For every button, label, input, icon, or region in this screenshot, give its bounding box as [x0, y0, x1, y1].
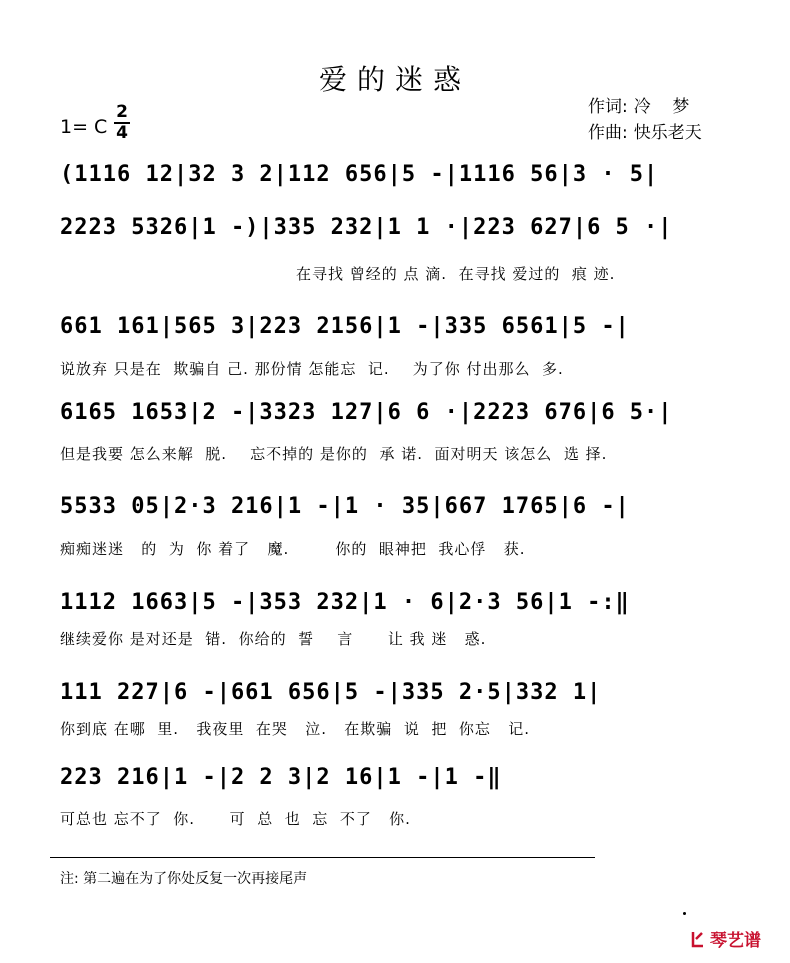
- notation-line-8: 223 216|1 -|2 2 3|2 16|1 -|1 -‖: [60, 765, 502, 790]
- key-signature: 1= C: [60, 116, 108, 138]
- composer-name: 快乐老天: [633, 123, 702, 143]
- time-signature-bottom: 4: [116, 123, 128, 143]
- lyrics-line-2: 在寻找 曾经的 点 滴. 在寻找 爱过的 痕 迹.: [296, 265, 616, 283]
- notation-line-5: 5533 05|2·3 216|1 -|1 · 35|667 1765|6 -|: [60, 494, 630, 519]
- composer-credit: [588, 118, 702, 143]
- song-title: 爱的迷惑: [318, 63, 471, 96]
- site-logo: [690, 926, 761, 951]
- notation-line-7: 111 227|6 -|661 656|5 -|335 2·5|332 1|: [60, 680, 602, 705]
- lyrics-line-4: 但是我要 怎么来解 脱. 忘不掉的 是你的 承 诺. 面对明天 该怎么 选 择.: [60, 445, 608, 463]
- lyrics-line-6: 继续爱你 是对还是 错. 你给的 誓 言 让 我 迷 惑.: [60, 630, 487, 648]
- notation-line-1: (1116 12|32 3 2|112 656|5 -|1116 56|3 · 5|: [60, 162, 659, 187]
- logo-icon: [690, 930, 706, 948]
- notation-line-4: 6165 1653|2 -|3323 127|6 6 ·|2223 676|6 5·|: [60, 400, 673, 425]
- time-signature: [114, 104, 130, 142]
- notation-line-3: 661 161|565 3|223 2156|1 -|335 6561|5 -|: [60, 314, 630, 339]
- lyricist-name: 冷 梦: [633, 97, 690, 117]
- logo-text: 琴艺谱: [710, 931, 761, 951]
- notation-line-6: 1112 1663|5 -|353 232|1 · 6|2·3 56|1 -:‖: [60, 590, 630, 615]
- lyrics-line-3: 说放弃 只是在 欺骗自 己. 那份情 怎能忘 记. 为了你 付出那么 多.: [60, 360, 564, 378]
- decorative-dot: [683, 912, 686, 915]
- notation-line-2: 2223 5326|1 -)|335 232|1 1 ·|223 627|6 5 ·|: [60, 215, 673, 240]
- footnote: 注: 第二遍在为了你处反复一次再接尾声: [60, 871, 308, 887]
- time-signature-top: 2: [116, 102, 128, 122]
- lyricist-label: 作词:: [588, 97, 628, 117]
- composer-label: 作曲:: [588, 123, 628, 143]
- lyricist-credit: [588, 92, 689, 117]
- lyrics-line-7: 你到底 在哪 里. 我夜里 在哭 泣. 在欺骗 说 把 你忘 记.: [60, 720, 530, 738]
- lyrics-line-8: 可总也 忘不了 你. 可 总 也 忘 不了 你.: [60, 810, 411, 828]
- lyrics-line-5: 痴痴迷迷 的 为 你 着了 魔. 你的 眼神把 我心俘 获.: [60, 540, 526, 558]
- footnote-divider: [50, 857, 595, 858]
